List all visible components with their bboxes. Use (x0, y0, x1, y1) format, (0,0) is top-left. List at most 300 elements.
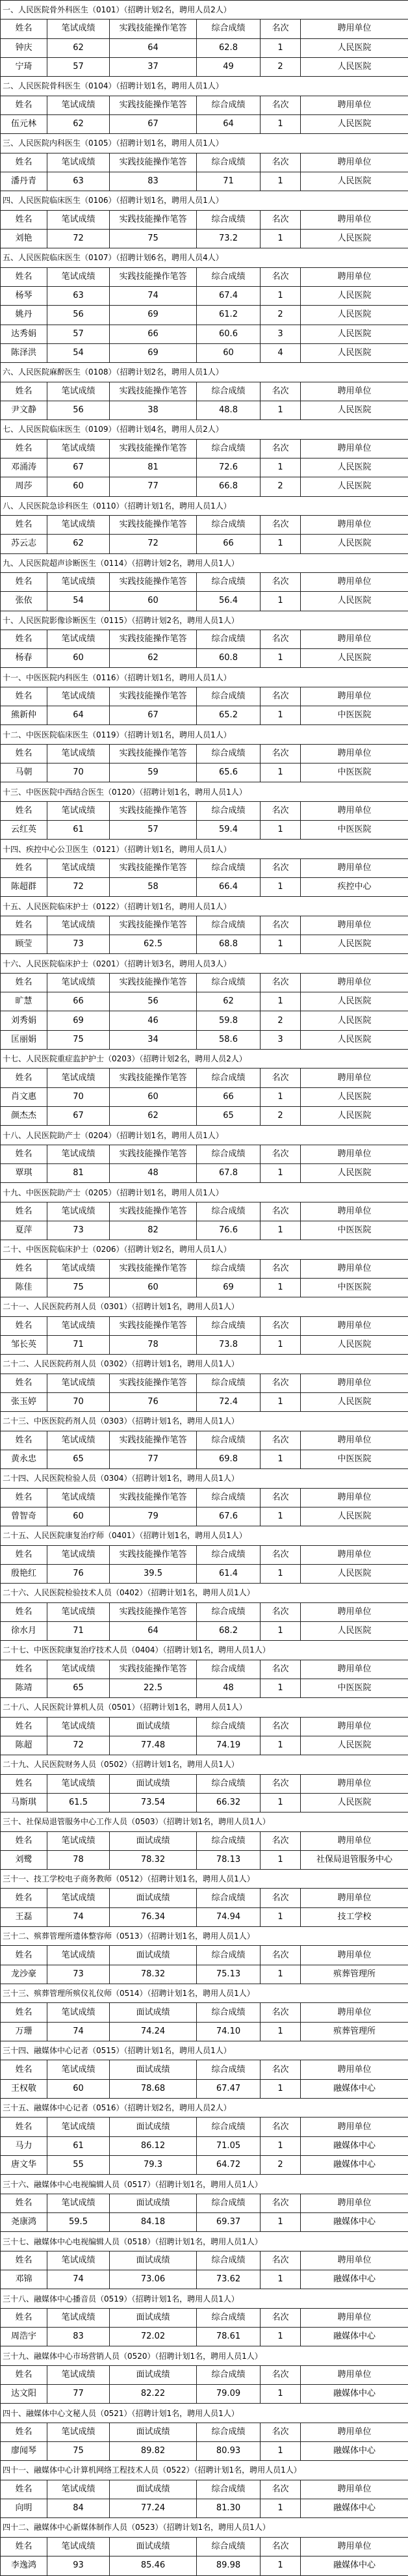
candidate-row (1, 306, 408, 325)
name-cell: 殷艳红 (1, 1564, 47, 1583)
rank-column-header: 名次 (261, 1717, 301, 1736)
second-score-column-header: 实践技能操作笔答 (110, 630, 197, 648)
written-score-column-header: 笔试成绩 (47, 744, 110, 763)
second-score-column-header: 实践技能操作笔答 (110, 858, 197, 877)
column-header-row (1, 515, 408, 534)
name-cell: 钟庆 (1, 38, 47, 57)
employer-cell: 融媒体中心 (301, 2213, 408, 2232)
rank-column-header: 名次 (261, 1831, 301, 1850)
total-score-cell: 59.8 (197, 1011, 261, 1030)
written-score-cell: 74 (47, 1907, 110, 1926)
section-title-row (1, 2099, 408, 2118)
total-score-cell: 74.94 (197, 1907, 261, 1926)
total-score-cell: 69 (197, 1278, 261, 1297)
rank-cell: 1 (261, 229, 301, 248)
second-score-cell: 46 (110, 1011, 197, 1030)
name-cell: 王磊 (1, 1907, 47, 1926)
total-score-cell: 66.4 (197, 878, 261, 897)
total-score-column-header: 综合成绩 (197, 2251, 261, 2270)
second-score-cell: 82 (110, 1221, 197, 1240)
employer-cell: 中医医院 (301, 764, 408, 782)
second-score-column-header: 面试成绩 (110, 2251, 197, 2270)
written-score-column-header: 笔试成绩 (47, 2308, 110, 2327)
employer-cell: 中医医院 (301, 706, 408, 725)
rank-cell: 2 (261, 2156, 301, 2175)
written-score-cell: 78 (47, 1850, 110, 1869)
candidate-row (1, 2156, 408, 2175)
rank-column-header: 名次 (261, 572, 301, 591)
total-score-column-header: 综合成绩 (197, 1316, 261, 1335)
rank-column-header: 名次 (261, 1431, 301, 1450)
written-score-cell: 60 (47, 2079, 110, 2098)
second-score-column-header: 面试成绩 (110, 2423, 197, 2441)
section-title: 二十一、人民医院药剂人员（0301）（招聘计划1名，聘用人员1人） (1, 1297, 408, 1316)
name-column-header: 姓名 (1, 2365, 47, 2384)
column-header-row (1, 20, 408, 38)
candidate-row (1, 2328, 408, 2346)
name-column-header: 姓名 (1, 267, 47, 286)
section-title-row (1, 134, 408, 153)
written-score-cell: 72 (47, 1736, 110, 1755)
section-title: 十六、人民医院临床护士（0201）（招聘计划3名，聘用人员3人） (1, 954, 408, 973)
employer-cell: 疾控中心 (301, 878, 408, 897)
section-title: 十九、中医医院助产士（0205）（招聘计划1名，聘用人员1人） (1, 1183, 408, 1202)
second-score-cell: 75 (110, 229, 197, 248)
section-title: 四十二、融媒体中心新媒体制作人员（0523）（招聘计划1名，聘用人员1人） (1, 2518, 408, 2537)
employer-cell: 人民医院 (301, 229, 408, 248)
candidate-row (1, 1907, 408, 1926)
total-score-column-header: 综合成绩 (197, 1069, 261, 1087)
column-header-row (1, 1602, 408, 1621)
column-header-row (1, 1431, 408, 1450)
name-column-header: 姓名 (1, 1259, 47, 1278)
column-header-row (1, 1145, 408, 1163)
written-score-cell: 69 (47, 1011, 110, 1030)
section-title: 二十二、人民医院药剂人员（0302）（招聘计划1名，聘用人员1人） (1, 1355, 408, 1374)
section-title-row (1, 2175, 408, 2194)
total-score-column-header: 综合成绩 (197, 572, 261, 591)
name-column-header: 姓名 (1, 858, 47, 877)
second-score-column-header: 面试成绩 (110, 2060, 197, 2079)
written-score-column-header: 笔试成绩 (47, 1488, 110, 1507)
employer-column-header: 聘用单位 (301, 2003, 408, 2022)
section-title: 三、人民医院内科医生（0105）（招聘计划1名，聘用人员1人） (1, 134, 408, 153)
name-cell: 覃琪 (1, 1164, 47, 1183)
name-cell: 达秀娟 (1, 325, 47, 343)
second-score-cell: 22.5 (110, 1679, 197, 1697)
employer-column-header: 聘用单位 (301, 1145, 408, 1163)
employer-column-header: 聘用单位 (301, 1717, 408, 1736)
rank-column-header: 名次 (261, 630, 301, 648)
written-score-cell: 56 (47, 306, 110, 325)
second-score-cell: 85.46 (110, 2556, 197, 2575)
rank-column-header: 名次 (261, 1316, 301, 1335)
second-score-cell: 76 (110, 1392, 197, 1411)
rank-column-header: 名次 (261, 267, 301, 286)
section-title-row (1, 1927, 408, 1946)
second-score-column-header: 实践技能操作笔答 (110, 572, 197, 591)
rank-cell: 1 (261, 592, 301, 611)
employer-cell: 人民医院 (301, 1164, 408, 1183)
column-header-row (1, 801, 408, 820)
employer-cell: 人民医院 (301, 1392, 408, 1411)
written-score-cell: 81 (47, 1164, 110, 1183)
candidate-row (1, 325, 408, 343)
rank-column-header: 名次 (261, 1145, 301, 1163)
employer-cell: 人民医院 (301, 458, 408, 477)
employer-column-header: 聘用单位 (301, 1316, 408, 1335)
name-cell: 徐水月 (1, 1621, 47, 1640)
name-cell: 颜杰杰 (1, 1107, 47, 1126)
second-score-cell: 62 (110, 649, 197, 668)
employer-column-header: 聘用单位 (301, 210, 408, 229)
candidate-row (1, 1107, 408, 1126)
section-title-row (1, 420, 408, 439)
second-score-cell: 62 (110, 1107, 197, 1126)
written-score-cell: 66 (47, 992, 110, 1011)
column-header-row (1, 2194, 408, 2212)
second-score-cell: 58 (110, 878, 197, 897)
written-score-column-header: 笔试成绩 (47, 210, 110, 229)
rank-cell: 1 (261, 172, 301, 191)
section-title: 十、人民医院影像诊断医生（0115）（招聘计划2名，聘用人员1人） (1, 611, 408, 630)
rank-column-header: 名次 (261, 1889, 301, 1907)
second-score-cell: 86.12 (110, 2136, 197, 2155)
employer-cell: 人民医院 (301, 1107, 408, 1126)
written-score-cell: 54 (47, 343, 110, 362)
second-score-cell: 64 (110, 1621, 197, 1640)
written-score-column-header: 笔试成绩 (47, 1316, 110, 1335)
name-column-header: 姓名 (1, 630, 47, 648)
employer-cell: 融媒体中心 (301, 2328, 408, 2346)
second-score-cell: 66 (110, 325, 197, 343)
section-title-row (1, 2461, 408, 2480)
candidate-row (1, 1564, 408, 1583)
rank-column-header: 名次 (261, 1545, 301, 1564)
name-column-header: 姓名 (1, 20, 47, 38)
name-cell: 曾智奇 (1, 1507, 47, 1526)
second-score-cell: 89.82 (110, 2442, 197, 2461)
name-cell: 熊新仲 (1, 706, 47, 725)
total-score-cell: 78.61 (197, 2328, 261, 2346)
employer-column-header: 聘用单位 (301, 801, 408, 820)
column-header-row (1, 2423, 408, 2441)
second-score-cell: 81 (110, 458, 197, 477)
name-cell: 刘鹭 (1, 1850, 47, 1869)
second-score-column-header: 面试成绩 (110, 1717, 197, 1736)
second-score-column-header: 实践技能操作笔答 (110, 1202, 197, 1221)
second-score-cell: 79 (110, 1507, 197, 1526)
rank-cell: 4 (261, 343, 301, 362)
total-score-cell: 61.4 (197, 1564, 261, 1583)
name-cell: 匡丽娟 (1, 1030, 47, 1049)
name-cell: 杨琴 (1, 286, 47, 305)
written-score-cell: 84 (47, 2499, 110, 2517)
section-title-row (1, 1412, 408, 1431)
employer-cell: 人民医院 (301, 935, 408, 954)
employer-cell: 技工学校 (301, 1907, 408, 1926)
section-title-row (1, 2346, 408, 2365)
column-header-row (1, 153, 408, 172)
second-score-column-header: 实践技能操作笔答 (110, 153, 197, 172)
second-score-cell: 77 (110, 1450, 197, 1468)
section-title: 五、人民医院临床医生（0107）（招聘计划6名，聘用人员4人） (1, 248, 408, 267)
rank-cell: 1 (261, 2385, 301, 2404)
candidate-row (1, 2499, 408, 2517)
written-score-cell: 74 (47, 2022, 110, 2041)
candidate-row (1, 1164, 408, 1183)
employer-cell: 人民医院 (301, 1087, 408, 1106)
employer-column-header: 聘用单位 (301, 973, 408, 992)
candidate-row (1, 172, 408, 191)
total-score-column-header: 综合成绩 (197, 2480, 261, 2499)
employer-cell: 人民医院 (301, 1011, 408, 1030)
rank-column-header: 名次 (261, 858, 301, 877)
candidate-row (1, 935, 408, 954)
name-column-header: 姓名 (1, 382, 47, 401)
written-score-cell: 62 (47, 38, 110, 57)
second-score-cell: 38 (110, 401, 197, 419)
written-score-column-header: 笔试成绩 (47, 973, 110, 992)
total-score-column-header: 综合成绩 (197, 210, 261, 229)
second-score-column-header: 面试成绩 (110, 1831, 197, 1850)
written-score-cell: 73 (47, 935, 110, 954)
candidate-row (1, 1679, 408, 1697)
rank-column-header: 名次 (261, 1374, 301, 1392)
name-cell: 李逸鸿 (1, 2556, 47, 2575)
total-score-cell: 80.93 (197, 2442, 261, 2461)
total-score-column-header: 综合成绩 (197, 1259, 261, 1278)
section-title-row (1, 840, 408, 858)
results-table-body (1, 1, 408, 2576)
section-title: 一、人民医院骨外科医生（0101）（招聘计划2名，聘用人员2人） (1, 1, 408, 20)
candidate-row (1, 343, 408, 362)
second-score-cell: 79.3 (110, 2156, 197, 2175)
second-score-column-header: 实践技能操作笔答 (110, 1259, 197, 1278)
name-column-header: 姓名 (1, 1488, 47, 1507)
candidate-row (1, 1450, 408, 1468)
section-title-row (1, 1584, 408, 1602)
candidate-row (1, 764, 408, 782)
rank-cell: 1 (261, 286, 301, 305)
column-header-row (1, 1717, 408, 1736)
name-cell: 刘秀娟 (1, 1011, 47, 1030)
total-score-column-header: 综合成绩 (197, 858, 261, 877)
section-title: 三十、社保局退管服务中心工作人员（0503）（招聘计划1名，聘用人员1人） (1, 1812, 408, 1831)
employer-column-header: 聘用单位 (301, 630, 408, 648)
name-cell: 龙沙豪 (1, 1965, 47, 1984)
second-score-column-header: 实践技能操作笔答 (110, 439, 197, 458)
name-cell: 伍元林 (1, 114, 47, 133)
candidate-row (1, 1011, 408, 1030)
rank-column-header: 名次 (261, 153, 301, 172)
employer-column-header: 聘用单位 (301, 1431, 408, 1450)
column-header-row (1, 572, 408, 591)
section-title: 二十五、人民医院康复治疗师（0401）（招聘计划1名，聘用人员1人） (1, 1526, 408, 1545)
employer-cell: 人民医院 (301, 477, 408, 496)
total-score-column-header: 综合成绩 (197, 1488, 261, 1507)
second-score-column-header: 实践技能操作笔答 (110, 973, 197, 992)
second-score-cell: 67 (110, 706, 197, 725)
employer-cell: 人民医院 (301, 592, 408, 611)
written-score-cell: 61 (47, 821, 110, 840)
rank-cell: 1 (261, 38, 301, 57)
written-score-cell: 63 (47, 286, 110, 305)
employer-cell: 人民医院 (301, 1507, 408, 1526)
section-title-row (1, 897, 408, 916)
rank-cell: 1 (261, 2442, 301, 2461)
section-title: 八、人民医院急诊科医生（0110）（招聘计划1名，聘用人员1人） (1, 496, 408, 515)
second-score-cell: 56 (110, 992, 197, 1011)
rank-column-header: 名次 (261, 687, 301, 706)
written-score-column-header: 笔试成绩 (47, 2480, 110, 2499)
employer-column-header: 聘用单位 (301, 1889, 408, 1907)
second-score-cell: 77.24 (110, 2499, 197, 2517)
second-score-column-header: 实践技能操作笔答 (110, 1545, 197, 1564)
total-score-column-header: 综合成绩 (197, 2003, 261, 2022)
second-score-cell: 73.54 (110, 1793, 197, 1812)
section-title-row (1, 248, 408, 267)
total-score-cell: 48.8 (197, 401, 261, 419)
written-score-cell: 72 (47, 878, 110, 897)
total-score-cell: 66.8 (197, 477, 261, 496)
section-title: 二十、中医医院临床护士（0206）（招聘计划2名，聘用人员1人） (1, 1240, 408, 1259)
total-score-cell: 68.2 (197, 1621, 261, 1640)
column-header-row (1, 2060, 408, 2079)
second-score-column-header: 实践技能操作笔答 (110, 1374, 197, 1392)
column-header-row (1, 2365, 408, 2384)
name-cell: 尧康鸿 (1, 2213, 47, 2232)
section-title: 二十四、人民医院检验人员（0304）（招聘计划1名，聘用人员1人） (1, 1469, 408, 1488)
written-score-column-header: 笔试成绩 (47, 2003, 110, 2022)
total-score-cell: 64.72 (197, 2156, 261, 2175)
name-column-header: 姓名 (1, 744, 47, 763)
written-score-cell: 75 (47, 2442, 110, 2461)
second-score-cell: 60 (110, 1278, 197, 1297)
section-title-row (1, 725, 408, 744)
section-title-row (1, 2404, 408, 2423)
name-cell: 陈佳 (1, 1278, 47, 1297)
written-score-column-header: 笔试成绩 (47, 1145, 110, 1163)
employer-cell: 人民医院 (301, 535, 408, 553)
section-title-row (1, 1526, 408, 1545)
name-cell: 马力 (1, 2136, 47, 2155)
section-title: 十二、中医医院临床医生（0119）（招聘计划1名，聘用人员1人） (1, 725, 408, 744)
total-score-column-header: 综合成绩 (197, 2194, 261, 2212)
total-score-column-header: 综合成绩 (197, 1660, 261, 1679)
written-score-column-header: 笔试成绩 (47, 1602, 110, 1621)
second-score-column-header: 面试成绩 (110, 2308, 197, 2327)
rank-cell: 1 (261, 878, 301, 897)
total-score-cell: 71 (197, 172, 261, 191)
total-score-column-header: 综合成绩 (197, 744, 261, 763)
written-score-cell: 57 (47, 325, 110, 343)
name-cell: 黄永忠 (1, 1450, 47, 1468)
name-column-header: 姓名 (1, 1431, 47, 1450)
section-title: 四十一、融媒体中心计算机网络工程技术人员（0522）（招聘计划1名，聘用人员1人） (1, 2461, 408, 2480)
total-score-column-header: 综合成绩 (197, 2060, 261, 2079)
section-title: 二十六、人民医院检验技术人员（0402）（招聘计划1名，聘用人员1人） (1, 1584, 408, 1602)
section-title-row (1, 1984, 408, 2003)
candidate-row (1, 592, 408, 611)
rank-column-header: 名次 (261, 20, 301, 38)
rank-column-header: 名次 (261, 1069, 301, 1087)
section-title-row (1, 553, 408, 572)
second-score-cell: 72.02 (110, 2328, 197, 2346)
second-score-cell: 34 (110, 1030, 197, 1049)
name-column-header: 姓名 (1, 96, 47, 114)
column-header-row (1, 973, 408, 992)
rank-cell: 1 (261, 1621, 301, 1640)
rank-column-header: 名次 (261, 382, 301, 401)
total-score-cell: 60 (197, 343, 261, 362)
name-column-header: 姓名 (1, 973, 47, 992)
written-score-cell: 63 (47, 172, 110, 191)
written-score-column-header: 笔试成绩 (47, 1431, 110, 1450)
rank-cell: 1 (261, 1087, 301, 1106)
section-title: 九、人民医院超声诊断医生（0114）（招聘计划2名，聘用人员1人） (1, 553, 408, 572)
candidate-row (1, 1507, 408, 1526)
name-cell: 邹长英 (1, 1335, 47, 1354)
written-score-cell: 71 (47, 1335, 110, 1354)
written-score-column-header: 笔试成绩 (47, 630, 110, 648)
total-score-cell: 69.8 (197, 1450, 261, 1468)
employer-cell: 中医医院 (301, 821, 408, 840)
column-header-row (1, 382, 408, 401)
rank-cell: 1 (261, 1965, 301, 1984)
section-title-row (1, 2289, 408, 2308)
employer-cell: 融媒体中心 (301, 2499, 408, 2517)
written-score-cell: 60 (47, 649, 110, 668)
column-header-row (1, 2308, 408, 2327)
employer-column-header: 聘用单位 (301, 2118, 408, 2136)
written-score-column-header: 笔试成绩 (47, 858, 110, 877)
name-cell: 云红英 (1, 821, 47, 840)
rank-cell: 1 (261, 2079, 301, 2098)
second-score-column-header: 面试成绩 (110, 2365, 197, 2384)
employer-cell: 融媒体中心 (301, 2156, 408, 2175)
rank-cell: 1 (261, 1793, 301, 1812)
employer-column-header: 聘用单位 (301, 2365, 408, 2384)
candidate-row (1, 2022, 408, 2041)
section-title-row (1, 77, 408, 96)
total-score-cell: 74.19 (197, 1736, 261, 1755)
total-score-column-header: 综合成绩 (197, 2308, 261, 2327)
total-score-column-header: 综合成绩 (197, 1831, 261, 1850)
written-score-cell: 83 (47, 2328, 110, 2346)
written-score-cell: 93 (47, 2556, 110, 2575)
section-title: 七、人民医院临床医生（0109）（招聘计划4名，聘用人员2人） (1, 420, 408, 439)
name-column-header: 姓名 (1, 2308, 47, 2327)
written-score-cell: 73 (47, 1221, 110, 1240)
rank-cell: 1 (261, 535, 301, 553)
second-score-column-header: 实践技能操作笔答 (110, 210, 197, 229)
section-title: 十七、人民医院重症监护护士（0203）（招聘计划2名，聘用人员2人） (1, 1050, 408, 1069)
total-score-cell: 73.8 (197, 1335, 261, 1354)
employer-cell: 人民医院 (301, 1793, 408, 1812)
name-column-header: 姓名 (1, 572, 47, 591)
name-cell: 尹文静 (1, 401, 47, 419)
rank-column-header: 名次 (261, 210, 301, 229)
rank-cell: 2 (261, 477, 301, 496)
total-score-cell: 73.2 (197, 229, 261, 248)
candidate-row (1, 821, 408, 840)
name-column-header: 姓名 (1, 153, 47, 172)
employer-cell: 人民医院 (301, 306, 408, 325)
second-score-column-header: 面试成绩 (110, 2537, 197, 2556)
rank-column-header: 名次 (261, 1946, 301, 1965)
total-score-column-header: 综合成绩 (197, 2118, 261, 2136)
